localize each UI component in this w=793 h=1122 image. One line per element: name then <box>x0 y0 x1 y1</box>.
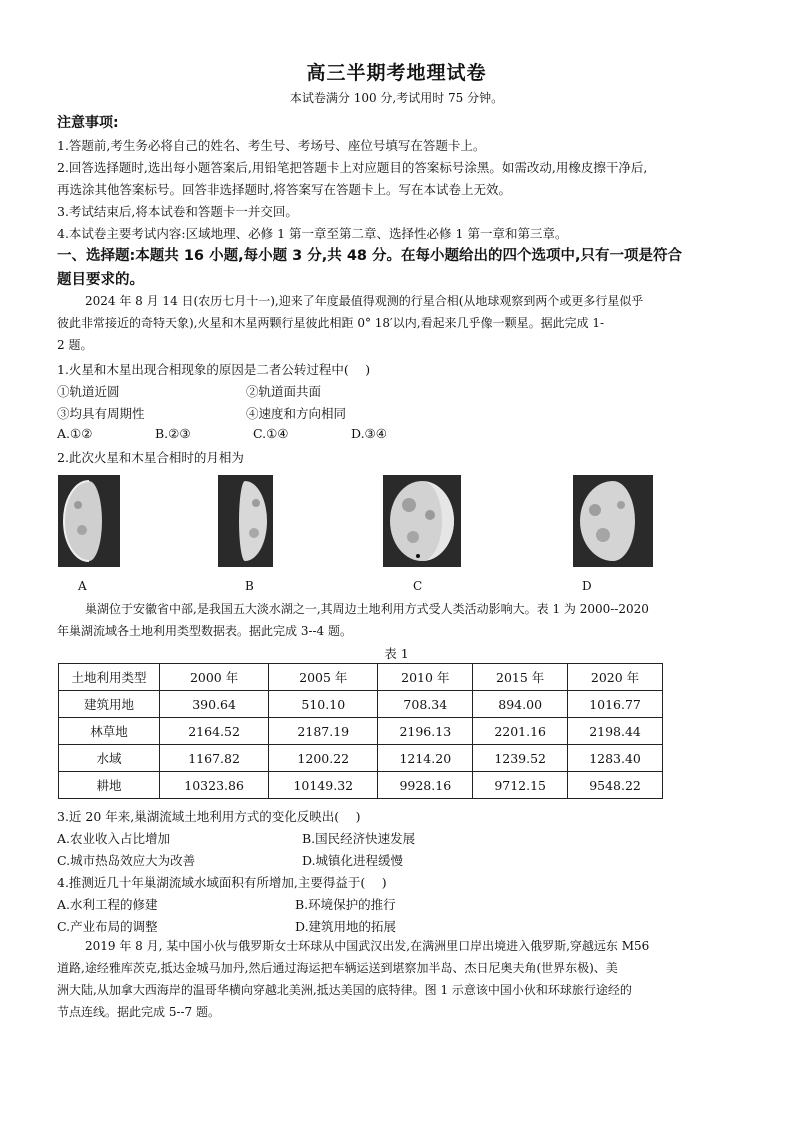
table-row <box>59 772 663 799</box>
table-caption: 表 1 <box>384 646 409 661</box>
table-header-cell: 2005 年 <box>269 664 378 691</box>
moon-phase-c-image <box>383 475 461 567</box>
passage-line: 节点连线。据此完成 5--7 题。 <box>57 1005 221 1019</box>
question-3-stem: 3.近 20 年来,巢湖流域土地利用方式的变化反映出( ) <box>57 809 361 824</box>
passage-line: 年巢湖流域各土地利用类型数据表。据此完成 3--4 题。 <box>57 624 353 638</box>
table-cell: 10149.32 <box>269 772 378 799</box>
notice-item: 2.回答选择题时,选出每小题答案后,用铅笔把答题卡上对应题目的答案标号涂黑。如需改动,用橡皮擦干净后, <box>57 160 648 175</box>
table-header-cell: 土地利用类型 <box>59 664 160 691</box>
table-row <box>59 718 663 745</box>
table-header-row <box>59 664 663 691</box>
q1-option-b: B.②③ <box>155 426 191 441</box>
question-4-stem: 4.推测近几十年巢湖流域水域面积有所增加,主要得益于( ) <box>57 875 387 890</box>
table-cell: 水域 <box>59 745 160 772</box>
passage-line: 彼此非常接近的奇特天象),火星和木星两颗行星彼此相距 0° 18′以内,看起来几乎像一颗星。据此完成 1- <box>57 316 605 330</box>
passage-2-cont <box>57 620 737 642</box>
table-header-cell: 2010 年 <box>378 664 473 691</box>
moon-phase-b-image <box>218 475 273 567</box>
q1-statement-3: ③均具有周期性 <box>57 406 145 421</box>
moon-phase-d-image <box>573 475 653 567</box>
moon-label-a: A <box>78 579 87 593</box>
passage-1 <box>57 290 737 312</box>
q4-option-b: B.环境保护的推行 <box>295 897 396 912</box>
q3-option-b: B.国民经济快速发展 <box>302 831 416 846</box>
table-cell: 2201.16 <box>473 718 568 745</box>
table-cell: 2187.19 <box>269 718 378 745</box>
table-cell: 510.10 <box>269 691 378 718</box>
q4-option-c: C.产业布局的调整 <box>57 919 158 934</box>
moon-label-c: C <box>413 579 423 593</box>
table-cell: 林草地 <box>59 718 160 745</box>
passage-line: 2019 年 8 月, 某中国小伙与俄罗斯女士环球从中国武汉出发,在满洲里口岸出境进入俄罗斯,穿越远东 M56 <box>85 939 650 953</box>
section-heading-line: 一、选择题:本题共 16 小题,每小题 3 分,共 48 分。在每小题给出的四个选项中,只有一项是符合 <box>57 248 683 264</box>
table-cell: 1200.22 <box>269 745 378 772</box>
table-cell: 9712.15 <box>473 772 568 799</box>
passage-1-cont <box>57 312 737 356</box>
q4-option-d: D.建筑用地的拓展 <box>295 919 397 934</box>
section-heading-line: 题目要求的。 <box>57 272 144 288</box>
passage-3 <box>57 935 737 957</box>
table-cell: 9928.16 <box>378 772 473 799</box>
table-cell: 1214.20 <box>378 745 473 772</box>
passage-line: 2024 年 8 月 14 日(农历七月十一),迎来了年度最值得观测的行星合相(从地球观察到两个或更多行星似乎 <box>85 294 644 308</box>
table-cell: 894.00 <box>473 691 568 718</box>
page-title: 高三半期考地理试卷 <box>306 62 487 84</box>
question-1-stem: 1.火星和木星出现合相现象的原因是二者公转过程中( ) <box>57 362 371 377</box>
question-2-stem: 2.此次火星和木星合相时的月相为 <box>57 450 244 465</box>
q3-option-c: C.城市热岛效应大为改善 <box>57 853 196 868</box>
table-cell: 9548.22 <box>568 772 663 799</box>
passage-line: 洲大陆,从加拿大西海岸的温哥华横向穿越北美洲,抵达美国的底特律。图 1 示意该中国小伙和环球旅行途经的 <box>57 983 632 997</box>
q3-option-d: D.城镇化进程缓慢 <box>302 853 404 868</box>
table-cell: 708.34 <box>378 691 473 718</box>
table-cell: 2164.52 <box>160 718 269 745</box>
table-cell: 建筑用地 <box>59 691 160 718</box>
q1-statement-4: ④速度和方向相同 <box>246 406 347 421</box>
passage-line: 巢湖位于安徽省中部,是我国五大淡水湖之一,其周边土地利用方式受人类活动影响大。表 1 为 2000--2020 <box>85 602 649 616</box>
notice-item: 1.答题前,考生务必将自己的姓名、考生号、考场号、座位号填写在答题卡上。 <box>57 138 486 153</box>
notice-heading: 注意事项: <box>57 115 119 131</box>
passage-line: 2 题。 <box>57 338 93 352</box>
page-subtitle: 本试卷满分 100 分,考试用时 75 分钟。 <box>289 91 504 105</box>
table-header-cell: 2020 年 <box>568 664 663 691</box>
table-header-cell: 2015 年 <box>473 664 568 691</box>
table-row <box>59 691 663 718</box>
table-cell: 2198.44 <box>568 718 663 745</box>
notice-item: 4.本试卷主要考试内容:区域地理、必修 1 第一章至第二章、选择性必修 1 第一章和第三章。 <box>57 226 568 241</box>
moon-label-b: B <box>245 579 254 593</box>
table-cell: 2196.13 <box>378 718 473 745</box>
land-use-table <box>58 663 663 799</box>
table-row <box>59 745 663 772</box>
table-cell: 1283.40 <box>568 745 663 772</box>
moon-phase-a-image <box>58 475 120 567</box>
table-cell: 390.64 <box>160 691 269 718</box>
table-cell: 耕地 <box>59 772 160 799</box>
passage-2 <box>57 598 737 620</box>
q4-option-a: A.水利工程的修建 <box>57 897 158 912</box>
table-cell: 1016.77 <box>568 691 663 718</box>
q1-statement-1: ①轨道近圆 <box>57 384 120 399</box>
q1-option-c: C.①④ <box>253 426 289 441</box>
section-heading <box>57 244 747 292</box>
q1-option-d: D.③④ <box>351 426 387 441</box>
q1-option-a: A.①② <box>57 426 93 441</box>
table-header-cell: 2000 年 <box>160 664 269 691</box>
q3-option-a: A.农业收入占比增加 <box>57 831 171 846</box>
q1-statement-2: ②轨道面共面 <box>246 384 322 399</box>
passage-3-cont <box>57 957 737 1023</box>
moon-label-d: D <box>582 579 592 593</box>
table-cell: 1167.82 <box>160 745 269 772</box>
passage-line: 道路,途经雅库茨克,抵达金城马加丹,然后通过海运把车辆运送到堪察加半岛、杰日尼奥夫角(世界东极)、美 <box>57 961 618 975</box>
notice-item: 3.考试结束后,将本试卷和答题卡一并交回。 <box>57 204 298 219</box>
table-cell: 10323.86 <box>160 772 269 799</box>
table-cell: 1239.52 <box>473 745 568 772</box>
notice-item: 再选涂其他答案标号。回答非选择题时,将答案写在答题卡上。写在本试卷上无效。 <box>57 182 511 197</box>
